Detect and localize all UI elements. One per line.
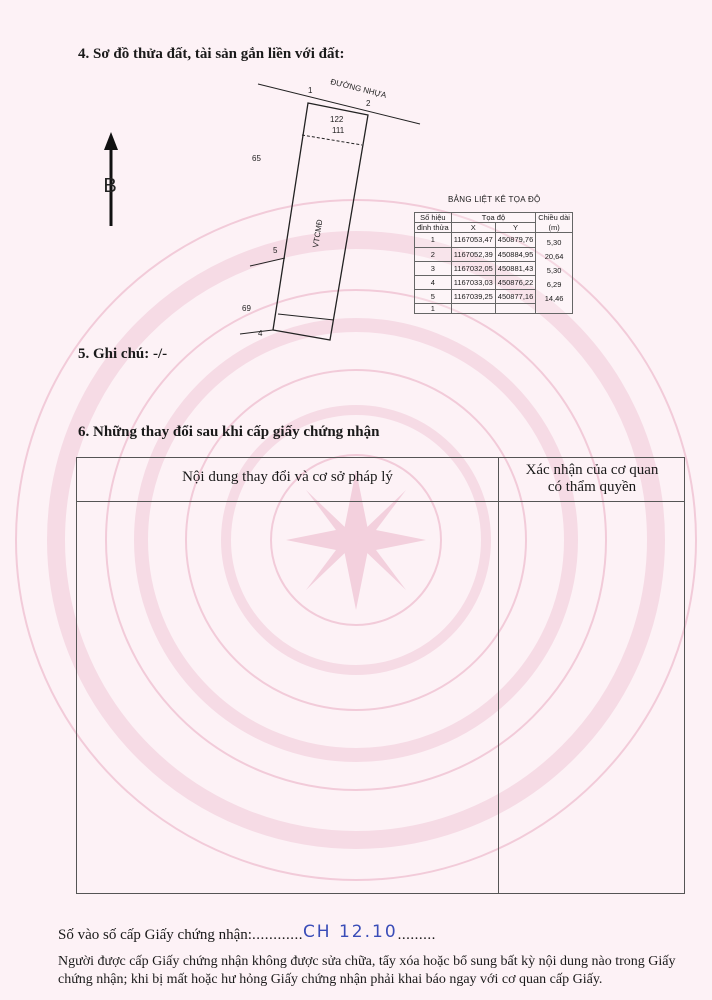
road-label: ĐƯỜNG NHỰA	[329, 77, 388, 100]
changes-column-divider	[498, 458, 499, 893]
coord-header-point2: đỉnh thửa	[415, 223, 452, 233]
coord-length: 20,64	[536, 247, 573, 261]
coord-point: 1	[415, 233, 452, 248]
parcel-inner-bottom-line	[278, 314, 334, 320]
parcel-inner-top-line	[302, 135, 362, 145]
section-5-heading: 5. Ghi chú: -/-	[78, 346, 168, 362]
coord-length: 5,30	[536, 261, 573, 275]
table-row	[415, 247, 573, 261]
parcel-number: 111	[332, 126, 345, 135]
section-6-heading: 6. Những thay đổi sau khi cấp giấy chứng nhận	[78, 424, 380, 440]
neighbor-left-top: 65	[252, 154, 261, 163]
coord-y: 450884,95	[495, 247, 535, 261]
coord-header-x: X	[451, 223, 495, 233]
coord-x: 1167032,05	[451, 261, 495, 275]
registration-dots-after: .........	[397, 927, 436, 943]
coord-point: 4	[415, 275, 452, 289]
registration-line	[58, 924, 436, 944]
parcel-sketch	[0, 0, 712, 400]
coord-x: 1167052,39	[451, 247, 495, 261]
changes-col-content-header: Nội dung thay đổi và cơ sở pháp lý	[182, 469, 393, 485]
vertex-4-label: 4	[258, 329, 263, 338]
coord-length: 5,30	[536, 233, 573, 248]
coord-header-coord: Tọa độ	[451, 213, 536, 223]
coord-y: 450881,43	[495, 261, 535, 275]
table-row	[415, 289, 573, 303]
coord-y: 450876,22	[495, 275, 535, 289]
boundary-extension-4	[240, 330, 273, 334]
coord-header-length-unit: (m)	[536, 223, 573, 233]
registration-number: CH 12.10	[302, 922, 398, 942]
coord-point: 5	[415, 289, 452, 303]
coord-x	[451, 303, 495, 313]
boundary-extension-5	[250, 258, 285, 266]
coord-table	[414, 212, 573, 314]
changes-table	[76, 457, 685, 894]
coord-header-length: Chiều dài	[536, 213, 573, 223]
coord-header-y: Y	[495, 223, 535, 233]
changes-col-confirm-line2: có thẩm quyền	[547, 479, 637, 495]
table-row	[415, 275, 573, 289]
coord-point: 2	[415, 247, 452, 261]
table-row	[415, 261, 573, 275]
vertex-5-label: 5	[273, 246, 278, 255]
coord-length: 14,46	[536, 289, 573, 303]
table-row	[415, 303, 573, 313]
coord-x: 1167039,25	[451, 289, 495, 303]
coord-length-empty	[536, 303, 573, 313]
coord-y: 450879,76	[495, 233, 535, 248]
neighbor-top-label: 122	[330, 115, 344, 124]
parcel-label: VTCMĐ	[311, 218, 325, 249]
coord-table-title: BẢNG LIỆT KÊ TỌA ĐỘ	[448, 195, 541, 204]
changes-col-confirm-header	[498, 462, 686, 496]
registration-label: Số vào số cấp Giấy chứng nhận:	[58, 927, 252, 943]
vertex-1-label: 1	[308, 86, 313, 95]
neighbor-left-bottom: 69	[242, 304, 251, 313]
changes-col-confirm-line1: Xác nhận của cơ quan	[525, 462, 659, 478]
coord-point: 3	[415, 261, 452, 275]
coord-length: 6,29	[536, 275, 573, 289]
coord-header-point: Số hiệu	[415, 213, 452, 223]
vertex-2-label: 2	[366, 99, 371, 108]
registration-dots-before: ............	[251, 927, 303, 943]
north-label: B	[103, 175, 117, 197]
table-row	[415, 233, 573, 248]
coord-point: 1	[415, 303, 452, 313]
coord-x: 1167053,47	[451, 233, 495, 248]
section-4-heading: 4. Sơ đồ thửa đất, tài sản gắn liền với đất:	[78, 46, 345, 62]
coord-y	[495, 303, 535, 313]
footer-note: Người được cấp Giấy chứng nhận không được sửa chữa, tẩy xóa hoặc bổ sung bất kỳ nội dung nào trong Giấy chứng nhận; khi bị mất hoặc hư hỏng Giấy chứng nhận phải khai báo ngay với cơ quan cấp Giấy.	[58, 954, 676, 987]
coord-x: 1167033,03	[451, 275, 495, 289]
changes-header-divider	[77, 501, 684, 502]
coord-y: 450877,16	[495, 289, 535, 303]
